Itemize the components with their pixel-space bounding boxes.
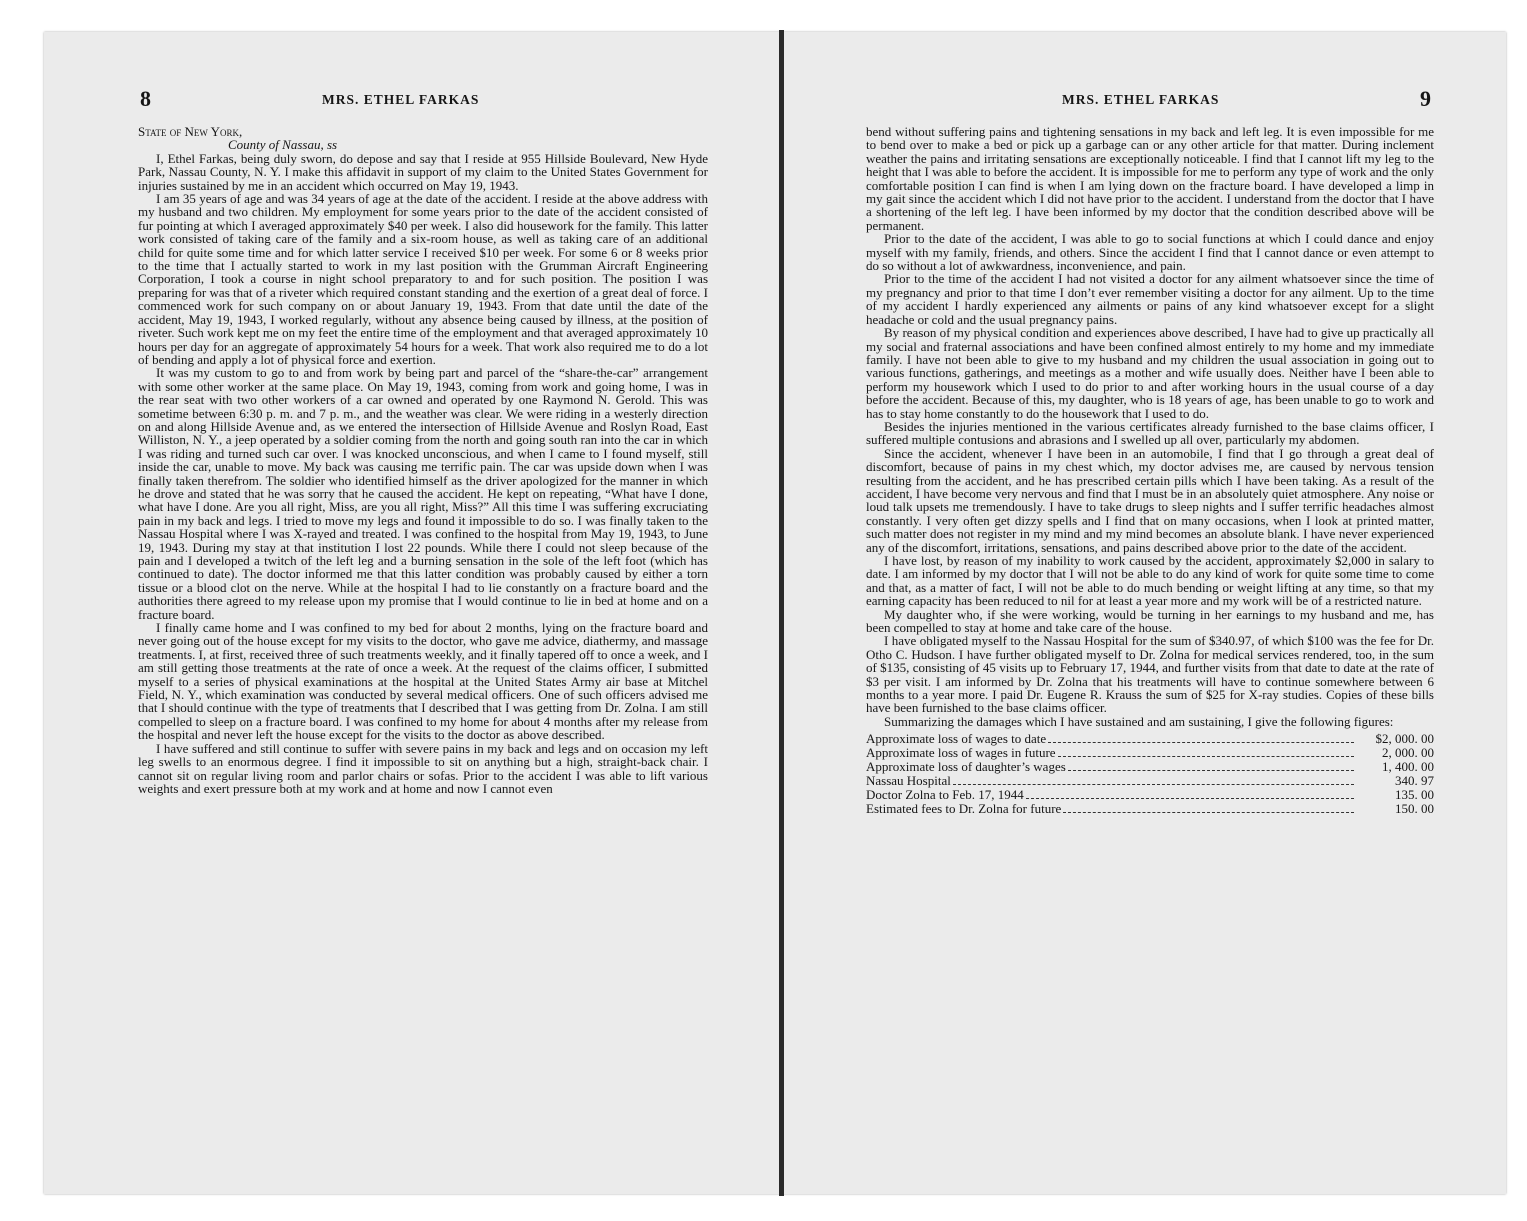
venue-county: County of Nassau, ss xyxy=(228,137,338,153)
paragraph: My daughter who, if she were working, would be turning in her earnings to my husband and me, has been compelled to stay at home and take care of the house. xyxy=(866,606,1434,636)
left-running-head: MRS. ETHEL FARKAS xyxy=(322,92,480,107)
damages-amount: $2, 000. 00 xyxy=(1375,731,1434,747)
right-page-body xyxy=(866,125,1434,816)
damages-amount: 2, 000. 00 xyxy=(1382,745,1434,761)
damages-row xyxy=(866,746,1434,760)
paragraph: Besides the injuries mentioned in the various certificates already furnished to the base claims officer, I suffered multiple contusions and abrasions and I swelled up all over, particularly my abdomen. xyxy=(866,418,1434,448)
damages-amount: 135. 00 xyxy=(1395,787,1434,803)
damages-amount: 340. 97 xyxy=(1395,773,1434,789)
damages-amount: 1, 400. 00 xyxy=(1382,759,1434,775)
damages-row xyxy=(866,788,1434,802)
paragraph: Prior to the time of the accident I had not visited a doctor for any ailment whatsoever since the time of my pregnancy and prior to that time I don’t ever remember visiting a doctor for any ailment. Up to the time of my accident I hardly experienced any ailments or pains of any kind whatsoever except for a slight headache or cold and the usual pregnancy pains. xyxy=(866,271,1434,327)
right-page-number: 9 xyxy=(1420,86,1431,111)
damages-label: Approximate loss of wages to date xyxy=(866,731,1047,747)
paragraph: I finally came home and I was confined to my bed for about 2 months, lying on the fracture board and never going out of the house except for my visits to the doctor, who gave me advice, diathermy, and massage treatments. I, at first, received three of such treatments weekly, and it finally tapered off to once a week, and I am still getting those treatments at the rate of once a week. At the request of the claims officer, I submitted myself to a series of physical examinations at the hospital at the United States Army air base at Mitchel Field, N. Y., which examination was conducted by several medical officers. One of such officers advised me that I should continue with the type of treatments that I described that I was getting from Dr. Zolna. I am still compelled to sleep on a fracture board. I was confined to my home for about 4 months after my release from the hospital and never left the house except for the visits to the doctor as above described. xyxy=(138,620,708,743)
leader-dots xyxy=(1026,797,1354,799)
paragraph: I am 35 years of age and was 34 years of age at the date of the accident. I reside at the above address with my husband and two children. My employment for some years prior to the date of the accident consisted of fur pointing at which I averaged approximately $40 per week. I also did housework for the family. This latter work consisted of taking care of the family and a six-room house, as well as taking care of an additional child for quite some time and for which latter service I received $10 per week. For some 6 or 8 weeks prior to the time that I actually started to work in my last position with the Grumman Aircraft Engineering Corporation, I took a course in night school preparatory to and for such position. The position I was preparing for was that of a riveter which required constant standing and the exertion of a great deal of force. I commenced work for such company on or about January 19, 1943. From that date until the date of the accident, May 19, 1943, I worked regularly, without any absence being caused by illness, at the position of riveter. Such work kept me on my feet the entire time of the employment and that averaged approximately 10 hours per day for an aggregate of approximately 54 hours for a week. That work also required me to do a lot of bending and apply a lot of physical force and exertion. xyxy=(138,191,708,367)
damages-row xyxy=(866,732,1434,746)
damages-row xyxy=(866,802,1434,816)
damages-label: Nassau Hospital xyxy=(866,773,951,789)
damages-table xyxy=(866,732,1434,816)
leader-dots xyxy=(1058,755,1354,757)
leader-dots xyxy=(1068,769,1354,771)
damages-label: Estimated fees to Dr. Zolna for future xyxy=(866,801,1062,817)
damages-row xyxy=(866,774,1434,788)
damages-label: Doctor Zolna to Feb. 17, 1944 xyxy=(866,787,1024,803)
left-page-number: 8 xyxy=(140,86,151,111)
book-spine xyxy=(779,30,784,1196)
paragraph: I, Ethel Farkas, being duly sworn, do depose and say that I reside at 955 Hillside Boulevard, New Hyde Park, Nassau County, N. Y. I make this affidavit in support of my claim to the United States Government for injuries sustained by me in an accident which occurred on May 19, 1943. xyxy=(138,150,708,193)
paragraph: Prior to the date of the accident, I was able to go to social functions at which I could dance and enjoy myself with my family, friends, and others. Since the accident I find that I cannot dance or even attempt to do so without a lot of awkwardness, inconvenience, and pain. xyxy=(866,231,1434,274)
venue-state: State of New York, xyxy=(138,124,243,139)
continued-paragraph: bend without suffering pains and tightening sensations in my back and left leg. It is even impossible for me to bend over to make a bed or pick up a garbage can or any other article for that matter. During inclement weather the pains and irritating sensations are exceptionally noticeable. I find that I cannot lift my leg to the height that I was able to before the accident. It is impossible for me to perform any type of work and the only comfortable position I can find is when I am lying down on the fracture board. I have developed a limp in my gait since the accident which I did not have prior to the accident. I understand from the doctor that I have a shortening of the left leg. I have been informed by my doctor that the condition described above will be permanent. xyxy=(866,124,1434,233)
paragraph: By reason of my physical condition and experiences above described, I have had to give up practically all my social and fraternal associations and have been confined almost entirely to my home and my immediate family. I have not been able to give to my husband and my children the usual association in going out to various functions, gatherings, and meetings as a mother and wife usually does. Neither have I been able to perform my housework which I used to do prior to and after working hours in the usual course of a day before the accident. Because of this, my daughter, who is 18 years of age, has been unable to go to work and has to stay home constantly to do the housework that I used to do. xyxy=(866,325,1434,421)
leader-dots xyxy=(1063,811,1354,813)
left-page-body xyxy=(138,125,708,795)
paragraph: Summarizing the damages which I have sustained and am sustaining, I give the following figures: xyxy=(884,713,1394,729)
paragraph: I have suffered and still continue to suffer with severe pains in my back and legs and on occasion my left leg swells to an enormous degree. I find it impossible to sit on anything but a high, straight-back chair. I cannot sit on regular living room and parlor chairs or sofas. Prior to the accident I was able to lift various weights and exert pressure both at my work and at home and now I cannot even xyxy=(138,740,708,796)
leader-dots xyxy=(953,783,1354,785)
paragraph: Since the accident, whenever I have been in an automobile, I find that I go through a great deal of discomfort, because of pains in my chest which, my doctor advises me, are caused by nervous tension resulting from the accident, and he has prescribed certain pills which I have been taking. As a result of the accident, I have become very nervous and find that I must be in an absolutely quiet atmosphere. Any noise or loud talk upsets me tremendously. I have to take drugs to sleep nights and I suffer terrific headaches almost constantly. I very often get dizzy spells and I find that on many occasions, when I look at printed matter, such matter does not register in my mind and my mind becomes an absolute blank. I have never experienced any of the discomfort, irritations, sensations, and pains described above prior to the date of the accident. xyxy=(866,445,1434,555)
paragraph: It was my custom to go to and from work by being part and parcel of the “share-the-car” arrangement with some other worker at the same place. On May 19, 1943, coming from work and going home, I was in the rear seat with two other workers of a car owned and operated by one Raymond N. Gerold. This was sometime between 6:30 p. m. and 7 p. m., and the weather was clear. We were riding in a westerly direction on and along Hillside Avenue and, as we entered the intersection of Hillside Avenue and Roslyn Road, East Williston, N. Y., a jeep operated by a soldier coming from the north and going south ran into the car in which I was riding and turned such car over. I was knocked unconscious, and when I came to I found myself, still inside the car, unable to move. My back was causing me terrific pain. The car was upside down when I was finally taken therefrom. The soldier who identified himself as the driver apologized for the manner in which he drove and stated that he was sorry that he caused the accident. He kept on repeating, “What have I done, what have I done. Are you all right, Miss, are you all right, Miss?” All this time I was suffering excruciating pain in my back and legs. I tried to move my legs and found it impossible to do so. I was finally taken to the Nassau Hospital where I was X-rayed and treated. I was confined to the hospital from May 19, 1943, to June 19, 1943. During my stay at that institution I lost 22 pounds. While there I could not sleep because of the pain and I developed a twitch of the left leg and a burning sensation in the sole of the left foot (which has continued to date). The doctor informed me that this latter condition was probably caused by either a torn tissue or a blood clot on the nerve. While at the hospital I had to lie constantly on a fracture board and the authorities there agreed to my release upon my promise that I would continue to lie in bed at home and on a fracture board. xyxy=(138,365,708,622)
damages-label: Approximate loss of wages in future xyxy=(866,745,1056,761)
damages-row xyxy=(866,760,1434,774)
paragraph: I have lost, by reason of my inability to work caused by the accident, approximately $2,000 in salary to date. I am informed by my doctor that I will not be able to do any kind of work for quite some time to come and that, as a matter of fact, I will not be able to do much bending or weight lifting at any time, so that my earning capacity has been reduced to nil for at least a year more and my work will be of a restricted nature. xyxy=(866,553,1434,609)
damages-amount: 150. 00 xyxy=(1395,801,1434,817)
paragraph: I have obligated myself to the Nassau Hospital for the sum of $340.97, of which $100 was the fee for Dr. Otho C. Hudson. I have further obligated myself to Dr. Zolna for medical services rendered, too, in the sum of $135, consisting of 45 visits up to February 17, 1944, and further visits from that date to date at the rate of $3 per visit. I am informed by Dr. Zolna that his treatments will have to continue somewhere between 6 months to a year more. I paid Dr. Eugene R. Krauss the sum of $25 for X-ray studies. Copies of these bills have been furnished to the base claims officer. xyxy=(866,633,1434,716)
damages-label: Approximate loss of daughter’s wages xyxy=(866,759,1066,775)
right-running-head: MRS. ETHEL FARKAS xyxy=(1062,92,1220,107)
leader-dots xyxy=(1048,741,1354,743)
